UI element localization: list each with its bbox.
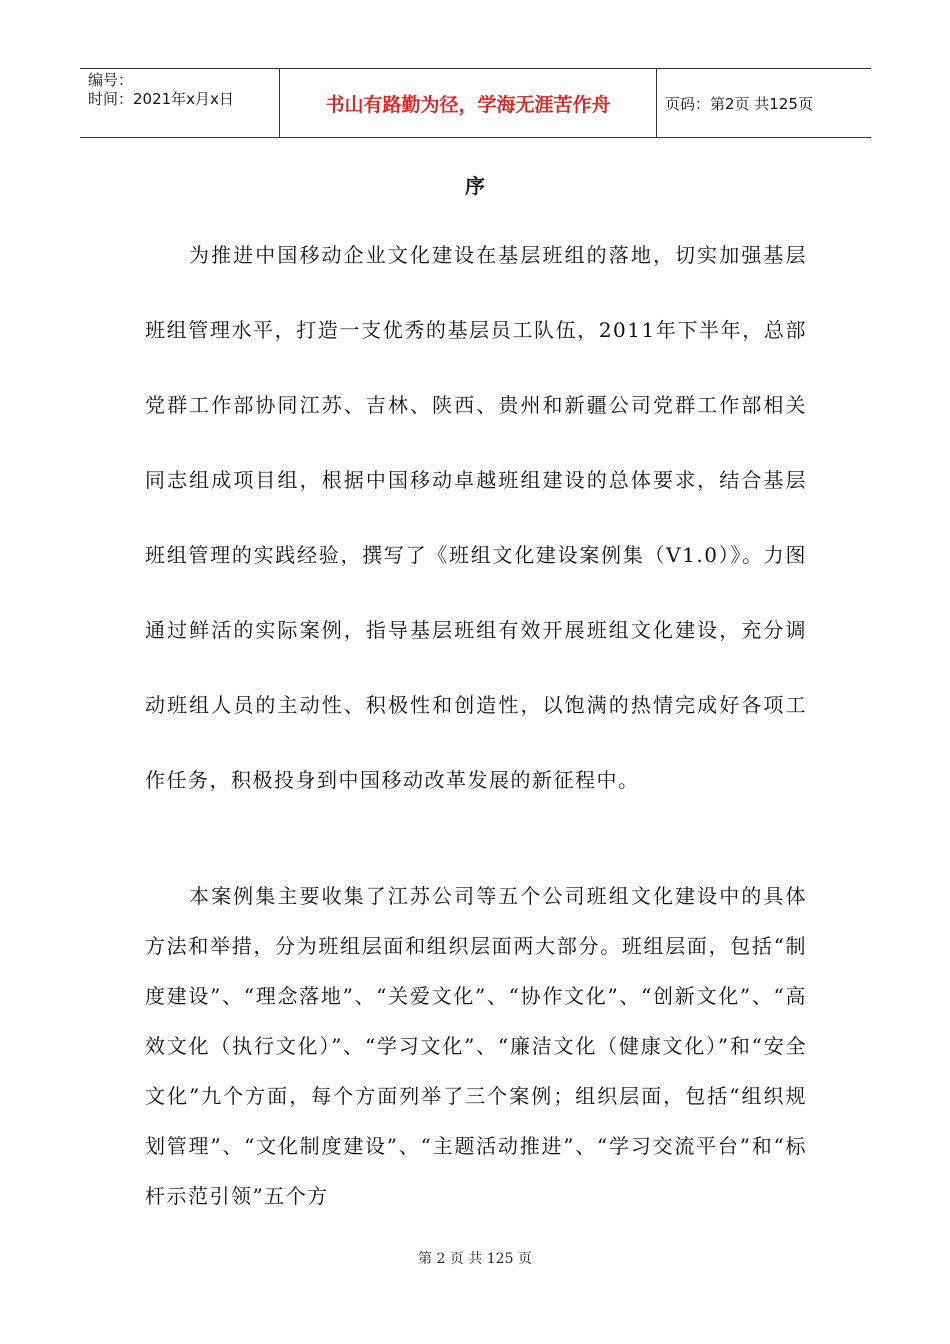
- header-page-info: 页码：第2页 共125页: [665, 94, 813, 113]
- body-paragraph-1-block: [145, 218, 807, 818]
- header-motto: 书山有路勤为径，学海无涯苦作舟: [280, 69, 657, 137]
- document-number-label: 编号：: [88, 71, 134, 89]
- document-time-label: 时间：2021年x月x日: [88, 90, 234, 108]
- page-footer: 第 2 页 共 125 页: [418, 1251, 532, 1267]
- body-paragraph: 本案例集主要收集了江苏公司等五个公司班组文化建设中的具体方法和举措，分为班组层面和组织层面两大部分。班组层面，包括“制度建设”、“理念落地”、“关爱文化”、“协作文化”、“创新文化”、“高效文化（执行文化）”、“学习文化”、“廉洁文化（健康文化）”和“安全文化”九个方面，每个方面列举了三个案例；组织层面，包括“组织规划管理”、“文化制度建设”、“主题活动推进”、“学习交流平台”和“标杆示范引领”五个方: [145, 884, 807, 1208]
- body-paragraph-2-block: [145, 871, 807, 1221]
- page-header: [80, 68, 871, 138]
- body-paragraph: 为推进中国移动企业文化建设在基层班组的落地，切实加强基层班组管理水平，打造一支优秀的基层员工队伍，2011年下半年，总部党群工作部协同江苏、吉林、陕西、贵州和新疆公司党群工作部相关同志组成项目组，根据中国移动卓越班组建设的总体要求，结合基层班组管理的实践经验，撰写了《班组文化建设案例集（V1.0）》。力图通过鲜活的实际案例，指导基层班组有效开展班组文化建设，充分调动班组人员的主动性、积极性和创造性，以饱满的热情完成好各项工作任务，积极投身到中国移动改革发展的新征程中。: [145, 243, 807, 792]
- header-meta-cell: [80, 69, 280, 137]
- document-title: 序: [465, 174, 485, 198]
